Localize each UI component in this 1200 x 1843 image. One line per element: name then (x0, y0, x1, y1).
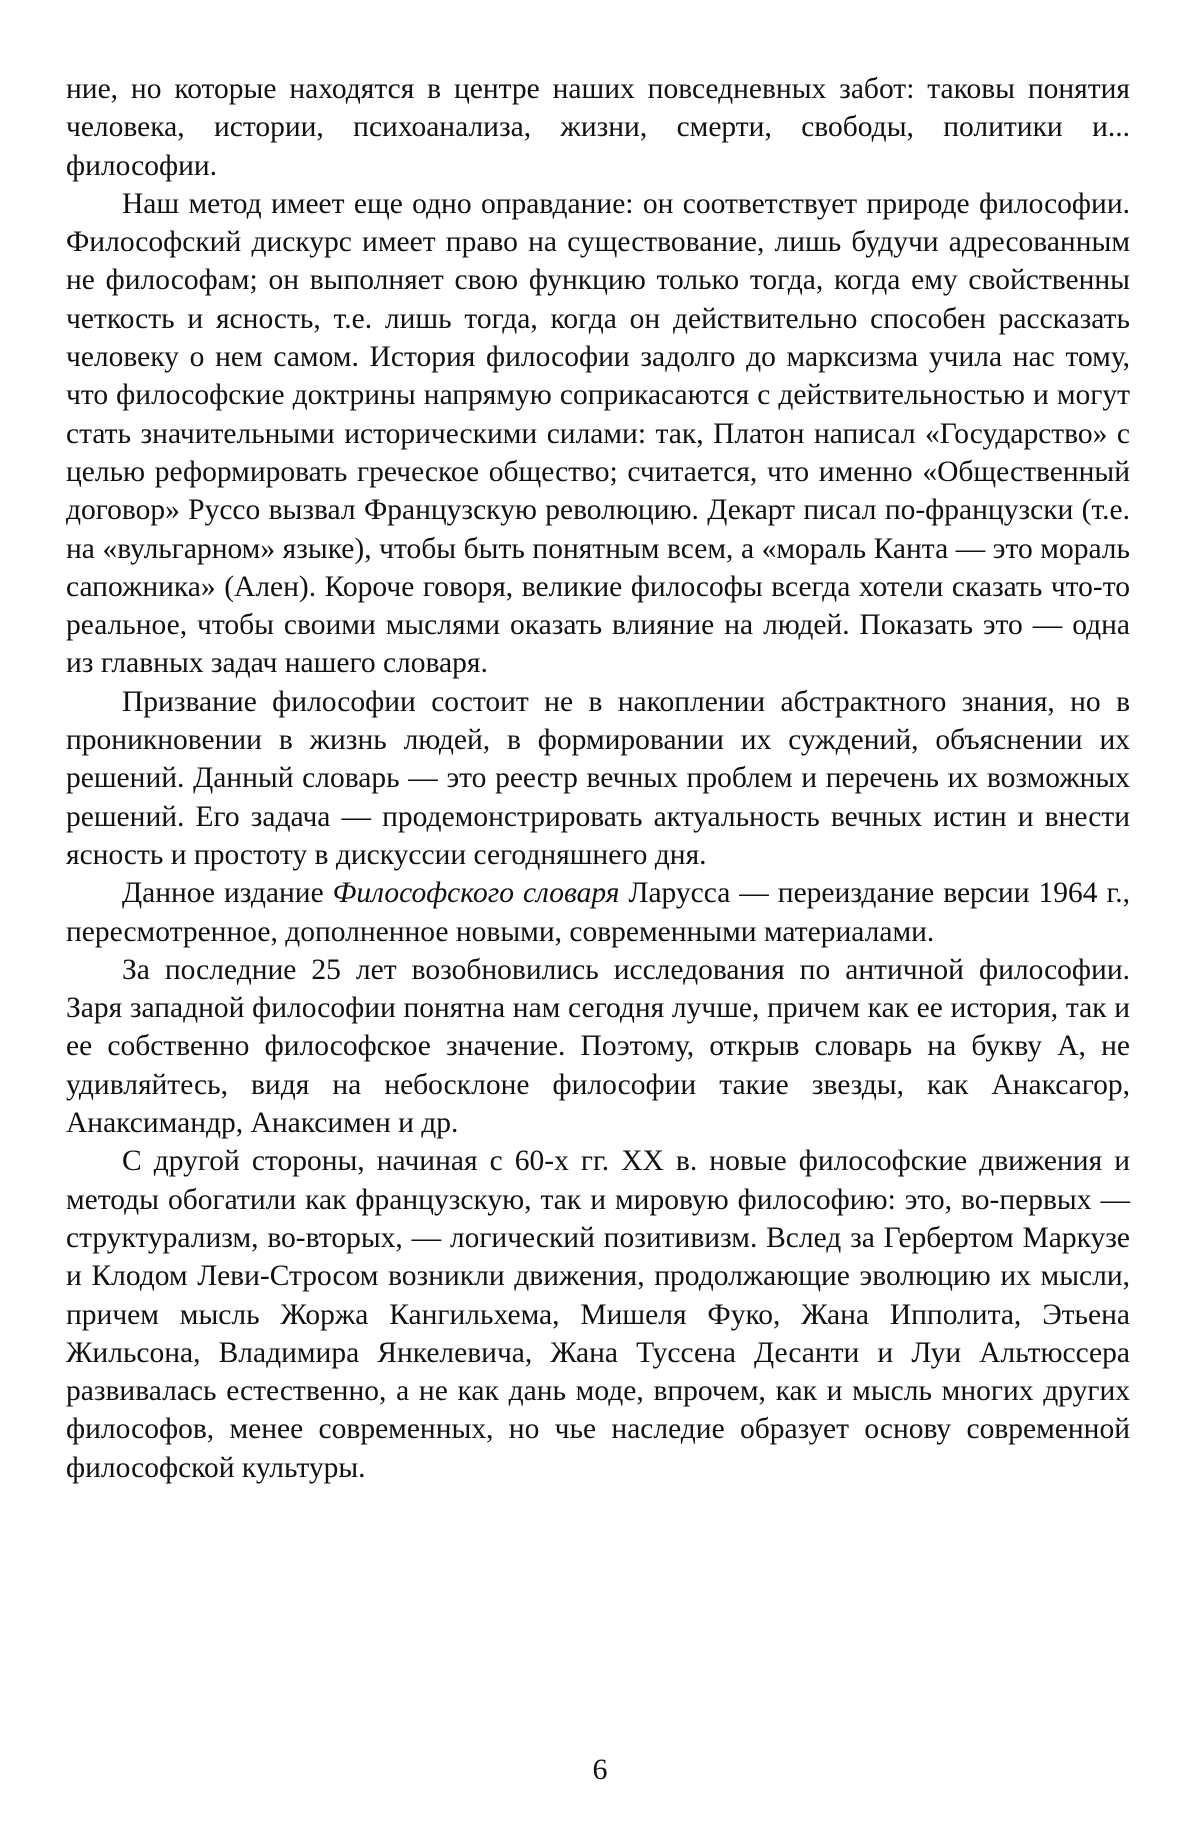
paragraph-2: Наш метод имеет еще одно оправдание: он соответствует природе философии. Философский дискурс имеет право на существование, лишь будучи адресованным не философам; он выполняет свою функцию только тогда, когда ему свойственны четкость и ясность, т.е. лишь тогда, когда он действительно способен рассказать человеку о нем самом. История философии задолго до марксизма учила нас тому, что философские доктрины напрямую соприкасаются с действительностью и могут стать значительными историческими силами: так, Платон написал «Государство» с целью реформировать греческое общество; считается, что именно «Общественный договор» Руссо вызвал Французскую революцию. Декарт писал по-французски (т.е. на «вульгарном» языке), чтобы быть понятным всем, а «мораль Канта — это мораль сапожника» (Ален). Короче говоря, великие философы всегда хотели сказать что-то реальное, чтобы своими мыслями оказать влияние на людей. Показать это — одна из главных задач нашего словаря. (66, 187, 1130, 680)
dictionary-title: Философского словаря (332, 877, 620, 910)
paragraph-4 (66, 874, 1130, 951)
paragraph-5: За последние 25 лет возобновились исследования по античной философии. Заря западной философии понятна нам сегодня лучше, причем как ее история, так и ее собственно философское значение. Поэтому, открыв словарь на букву А, не удивляйтесь, видя на небосклоне философии такие звезды, как Анаксагор, Анаксимандр, Анаксимен и др. (66, 953, 1130, 1140)
page-body (66, 70, 1130, 1487)
paragraph-3: Призвание философии состоит не в накоплении абстрактного знания, но в проникновении в жизнь людей, в формировании их суждений, объяснении их решений. Данный словарь — это реестр вечных проблем и перечень их возможных решений. Его задача — продемонстрировать актуальность вечных истин и внести ясность и простоту в дискуссии сегодняшнего дня. (66, 685, 1130, 871)
page-number: 6 (592, 1753, 608, 1786)
paragraph-4-start: Данное издание (122, 877, 333, 910)
paragraph-4-end: Ларусса — переиздание версии 1964 г., пересмотренное, дополненное новыми, современными материалами. (66, 877, 1130, 948)
paragraph-6: С другой стороны, начиная с 60-х гг. XX в. новые философские движения и методы обогатили как французскую, так и мировую философию: это, во-первых — структурализм, во-вторых, — логический позитивизм. Вслед за Гербертом Маркузе и Клодом Леви-Стросом возникли движения, продолжающие эволюцию их мысли, причем мысль Жоржа Кангильхема, Мишеля Фуко, Жана Ипполита, Этьена Жильсона, Владимира Янкелевича, Жана Туссена Десанти и Луи Альтюссера развивалась естественно, а не как дань моде, впрочем, как и мысль многих других философов, менее современных, но чье наследие образует основу современной философской культуры. (66, 1145, 1130, 1484)
paragraph-1: ние, но которые находятся в центре наших повседневных забот: таковы понятия человека, истории, психоанализа, жизни, смерти, свободы, политики и... философии. (66, 73, 1130, 182)
